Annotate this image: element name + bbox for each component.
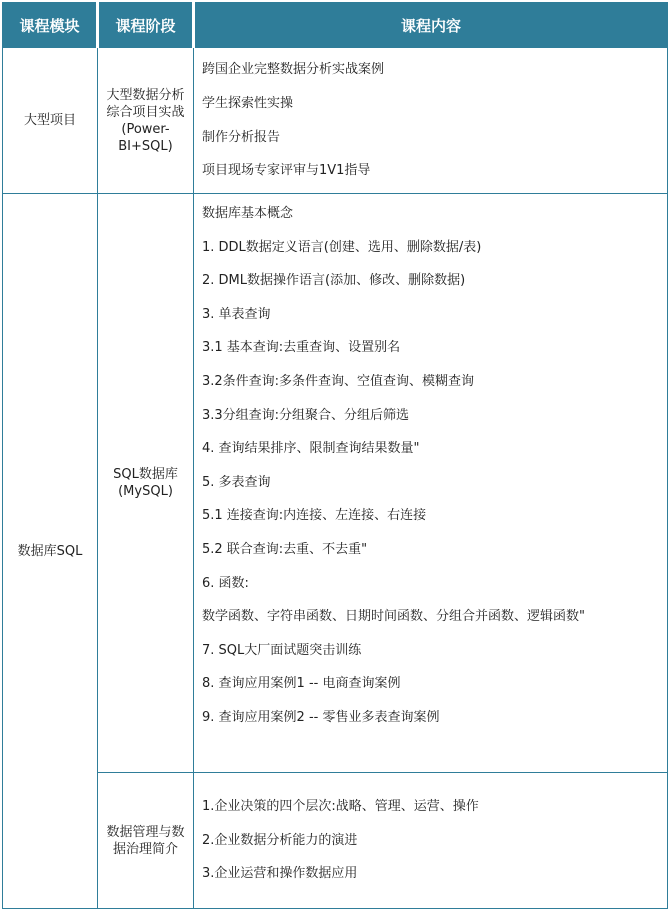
content-item: 4. 查询结果排序、限制查询结果数量" xyxy=(202,441,420,457)
stage-cell: 大型数据分析综合项目实战(Power-BI+SQL) xyxy=(98,48,194,194)
content-item: 1.企业决策的四个层次:战略、管理、运营、操作 xyxy=(202,799,479,815)
content-item: 数据库基本概念 xyxy=(202,206,294,221)
content-item: 5. 多表查询 xyxy=(202,474,271,490)
content-item: 3.1 基本查询:去重查询、设置别名 xyxy=(202,340,401,356)
header-module: 课程模块 xyxy=(3,3,98,48)
content-item: 项目现场专家评审与1V1指导 xyxy=(202,163,371,179)
content-item: 9. 查询应用案例2 -- 零售业多表查询案例 xyxy=(202,709,440,725)
content-item: 数学函数、字符串函数、日期时间函数、分组合并函数、逻辑函数" xyxy=(202,609,585,625)
content-item: 3.2条件查询:多条件查询、空值查询、模糊查询 xyxy=(202,373,475,389)
stage-cell: 数据管理与数据治理简介 xyxy=(98,773,194,909)
content-item: 3. 单表查询 xyxy=(202,306,271,322)
content-item: 3.3分组查询:分组聚合、分组后筛选 xyxy=(202,407,410,423)
module-cell: 数据库SQL xyxy=(3,194,98,909)
content-item: 3.企业运营和操作数据应用 xyxy=(202,866,358,882)
content-item: 1. DDL数据定义语言(创建、选用、删除数据/表) xyxy=(202,239,482,255)
content-cell xyxy=(194,48,668,194)
header-stage: 课程阶段 xyxy=(98,3,194,48)
content-cell xyxy=(194,773,668,909)
table-row xyxy=(3,194,668,773)
content-cell xyxy=(194,194,668,773)
table-row xyxy=(3,48,668,194)
content-item: 8. 查询应用案例1 -- 电商查询案例 xyxy=(202,676,401,692)
content-item: 学生探索性实操 xyxy=(202,95,294,111)
content-item: 7. SQL大厂面试题突击训练 xyxy=(202,642,362,658)
content-item: 2. DML数据操作语言(添加、修改、删除数据) xyxy=(202,273,466,289)
content-item: 6. 函数: xyxy=(202,575,249,591)
stage-cell: SQL数据库(MySQL) xyxy=(98,194,194,773)
content-item: 5.1 连接查询:内连接、左连接、右连接 xyxy=(202,508,427,524)
content-item: 制作分析报告 xyxy=(202,129,281,145)
content-item: 2.企业数据分析能力的演进 xyxy=(202,832,358,848)
content-item: 5.2 联合查询:去重、不去重" xyxy=(202,541,368,557)
header-row xyxy=(3,3,668,48)
table-row xyxy=(3,773,668,909)
module-cell: 大型项目 xyxy=(3,48,98,194)
header-content: 课程内容 xyxy=(194,3,668,48)
content-item: 跨国企业完整数据分析实战案例 xyxy=(202,62,385,78)
course-table xyxy=(2,2,668,909)
